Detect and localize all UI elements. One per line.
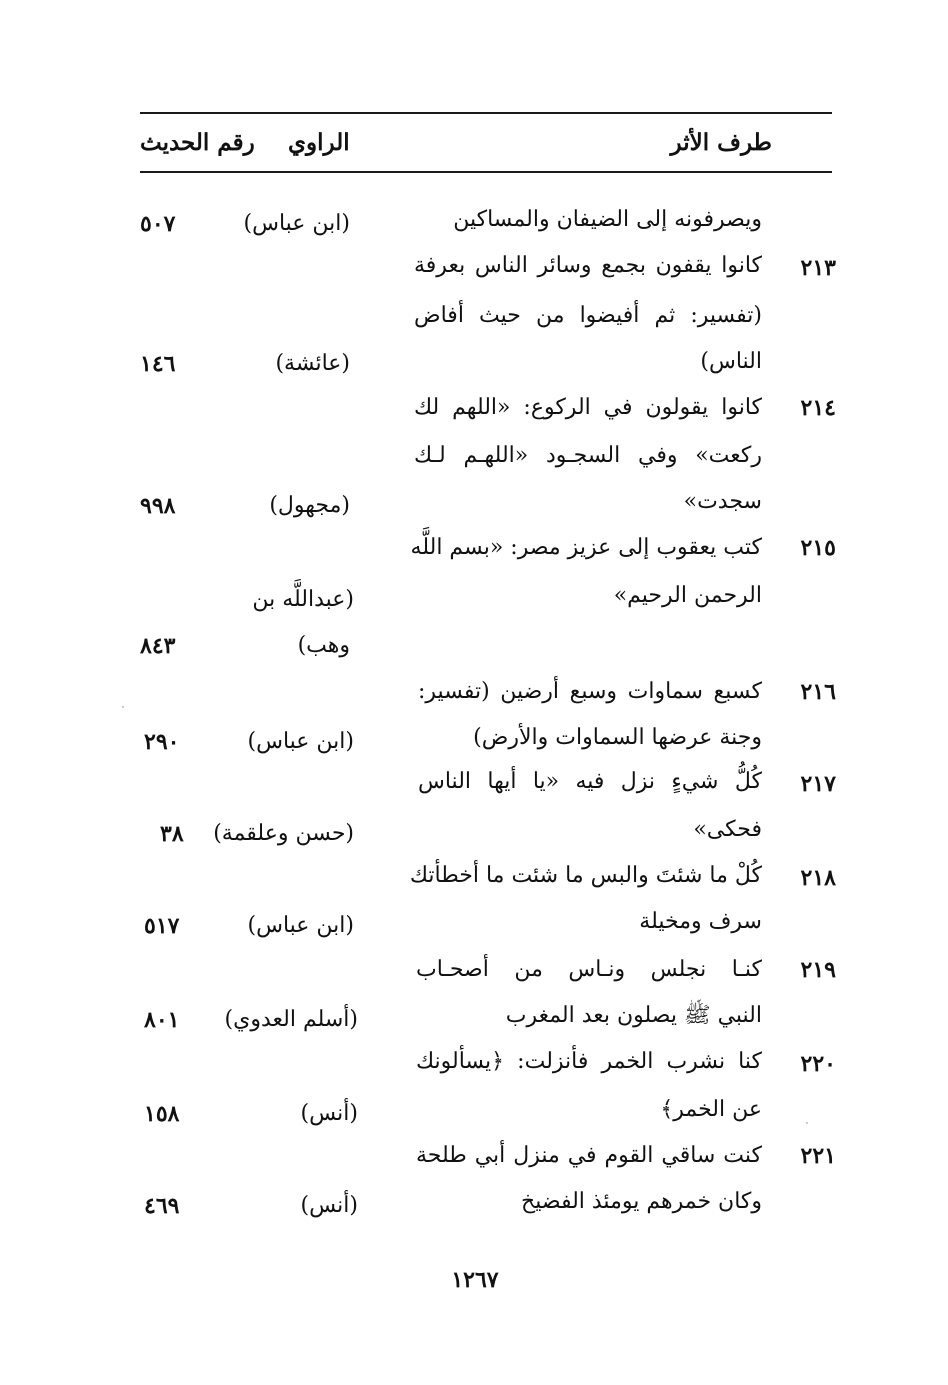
entry-line: كُلْ ما شئتَ والبس ما شئت ما أخطأتك <box>409 863 762 888</box>
hadith-number: ٥١٧ <box>144 913 180 939</box>
scan-speck <box>122 706 124 708</box>
entry-line: كنـا نجلس ونـاس من أصحـاب <box>416 957 762 982</box>
entry-number: ٢١٤ <box>800 395 836 421</box>
entry-line: الرحمن الرحيم» <box>613 583 762 608</box>
entry-line: كتب يعقوب إلى عزيز مصر: «بسم اللَّه <box>410 535 762 560</box>
page-number: ١٢٦٧ <box>451 1267 499 1293</box>
hadith-number: ٤٦٩ <box>144 1193 180 1219</box>
narrator: (عائشة) <box>275 351 350 376</box>
entry-number: ٢٢٠ <box>800 1051 836 1077</box>
hadith-number: ٨٠١ <box>144 1007 180 1033</box>
scan-speck <box>806 1122 808 1124</box>
entry-line: وكان خمرهم يومئذ الفضيخ <box>521 1189 762 1214</box>
entry-line: فحكى» <box>693 817 762 842</box>
hadith-number: ١٤٦ <box>140 351 176 377</box>
narrator: وهب) <box>297 633 350 658</box>
entry-number: ٢١٨ <box>800 865 836 891</box>
entry-line: ويصرفونه إلى الضيفان والمساكين <box>453 207 762 232</box>
narrator: (مجهول) <box>269 493 350 518</box>
entry-number: ٢٢١ <box>800 1143 836 1169</box>
entry-number: ٢١٧ <box>800 771 836 797</box>
entry-line: كانوا يقولون في الركوع: «اللهم لك <box>414 395 762 420</box>
narrator: (عبداللَّه بن <box>252 587 354 612</box>
entry-line: سرف ومخيلة <box>639 909 762 934</box>
narrator: (حسن وعلقمة) <box>213 821 354 846</box>
narrator: (ابن عباس) <box>247 729 354 754</box>
entry-line: كنا نشرب الخمر فأنزلت: ﴿يسألونك <box>416 1049 762 1074</box>
entry-line: الناس) <box>700 349 762 374</box>
hadith-number: ٨٤٣ <box>140 633 176 659</box>
entry-line: كنت ساقي القوم في منزل أبي طلحة <box>416 1143 762 1168</box>
column-header-hadith-number: رقم الحديث <box>140 129 255 156</box>
entry-line: وجنة عرضها السماوات والأرض) <box>473 725 762 750</box>
entry-number: ٢١٥ <box>800 535 836 561</box>
narrator: (ابن عباس) <box>243 211 350 236</box>
entry-number: ٢١٩ <box>800 957 836 983</box>
hadith-number: ٣٨ <box>160 821 184 847</box>
hadith-number: ٩٩٨ <box>140 493 176 519</box>
entry-line: النبي ﷺ يصلون بعد المغرب <box>505 1003 762 1028</box>
column-header-text: طرف الأثر <box>670 129 772 156</box>
hadith-number: ٢٩٠ <box>144 729 180 755</box>
entry-number: ٢١٦ <box>800 679 836 705</box>
header-top-rule <box>140 112 832 114</box>
narrator: (أنس) <box>300 1193 358 1218</box>
narrator: (أسلم العدوي) <box>224 1007 358 1032</box>
column-header-narrator: الراوي <box>288 129 350 156</box>
header-bottom-rule <box>140 171 832 173</box>
entry-line: (تفسير: ثم أفيضوا من حيث أفاض <box>414 303 762 328</box>
entry-number: ٢١٣ <box>800 255 836 281</box>
hadith-number: ١٥٨ <box>144 1101 180 1127</box>
entry-line: سجدت» <box>683 489 762 514</box>
entry-line: كسبع سماوات وسبع أرضين (تفسير: <box>418 679 762 704</box>
narrator: (أنس) <box>300 1101 358 1126</box>
entry-line: كانوا يقفون بجمع وسائر الناس بعرفة <box>414 253 762 278</box>
entry-line: ركعت» وفي السجـود «اللهـم لـك <box>414 443 762 468</box>
hadith-number: ٥٠٧ <box>140 211 176 237</box>
entry-line: كُلُّ شيءٍ نزل فيه «يا أيها الناس <box>418 769 762 794</box>
entry-line: عن الخمر﴾ <box>660 1097 762 1122</box>
narrator: (ابن عباس) <box>247 913 354 938</box>
